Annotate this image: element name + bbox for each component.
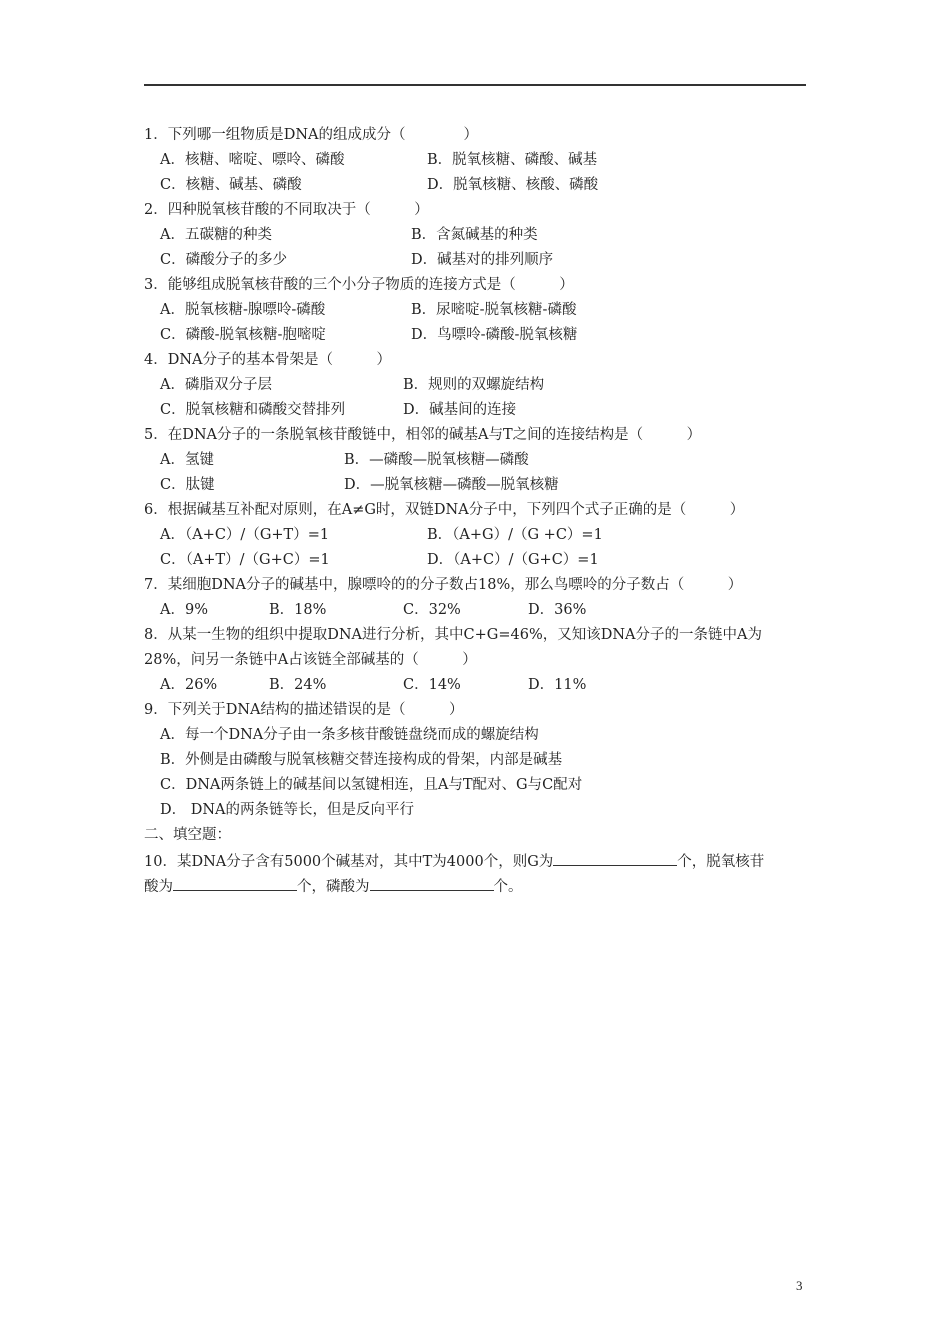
answer-blank-phosphate[interactable] (370, 873, 494, 891)
q7-option-b: B．18% (269, 602, 327, 618)
question-2-options-row2 (144, 248, 810, 273)
q3-option-a: A．脱氧核糖-腺嘌呤-磷酸 (160, 302, 326, 318)
q6-option-a: A．（A+C）/（G+T）=1 (160, 527, 330, 543)
question-3-options-row1 (144, 298, 810, 323)
question-1-stem: 1．下列哪一组物质是DNA的组成成分（ ） (144, 127, 479, 143)
q7-option-c: C．32% (403, 602, 461, 618)
q1-option-a: A．核糖、嘧啶、嘌呤、磷酸 (160, 152, 345, 168)
answer-blank-g[interactable] (553, 848, 677, 866)
q9-option-c-row (144, 773, 810, 798)
question-1-options-row1 (144, 148, 810, 173)
q4-option-a: A．磷脂双分子层 (160, 377, 272, 393)
question-9-stem: 9．下列关于DNA结构的描述错误的是（ ） (144, 702, 464, 718)
q9-option-d: D． DNA的两条链等长，但是反向平行 (160, 802, 415, 818)
q3-option-d: D．鸟嘌呤-磷酸-脱氧核糖 (411, 327, 578, 343)
question-8-options (144, 673, 810, 698)
question-6-stem: 6．根据碱基互补配对原则，在A≠G时，双链DNA分子中，下列四个式子正确的是（ ） (144, 502, 745, 518)
q2-option-a: A．五碳糖的种类 (160, 227, 272, 243)
header-rule (144, 84, 806, 86)
question-8-stem: 8．从某一生物的组织中提取DNA进行分析，其中C+G=46%，又知该DNA分子的一条链中A为 (144, 627, 762, 643)
q9-option-a-row (144, 723, 810, 748)
page-number: 3 (796, 1278, 803, 1293)
q9-option-a: A．每一个DNA分子由一条多核苷酸链盘绕而成的螺旋结构 (160, 727, 539, 743)
q6-option-b: B．（A+G）/（G +C）=1 (427, 527, 603, 543)
answer-blank-nucleotide[interactable] (173, 873, 297, 891)
question-7-stem: 7．某细胞DNA分子的碱基中，腺嘌呤的的分子数占18%，那么鸟嘌呤的分子数占（ ） (144, 577, 743, 593)
q2-option-b: B．含氮碱基的种类 (411, 227, 538, 243)
q1-option-c: C．核糖、碱基、磷酸 (160, 177, 302, 193)
q7-option-d: D．36% (528, 602, 587, 618)
q8-option-b: B．24% (269, 677, 327, 693)
q8-option-a: A．26% (160, 677, 218, 693)
q9-option-d-row (144, 798, 810, 823)
q9-option-c: C．DNA两条链上的碱基间以氢键相连，且A与T配对、G与C配对 (160, 777, 583, 793)
question-10-line2: 酸为 个，磷酸为 个。 (144, 873, 810, 898)
question-5-stem: 5．在DNA分子的一条脱氧核苷酸链中，相邻的碱基A与T之间的连接结构是（ ） (144, 427, 702, 443)
question-5-options-row2 (144, 473, 810, 498)
question-2-stem: 2．四种脱氧核苷酸的不同取决于（ ） (144, 202, 429, 218)
question-6-options-row1 (144, 523, 810, 548)
q9-option-b: B．外侧是由磷酸与脱氧核糖交替连接构成的骨架，内部是碱基 (160, 752, 563, 768)
question-8-stem-cont: 28%，问另一条链中A占该链全部碱基的（ ） (144, 652, 477, 668)
question-4-options-row2 (144, 398, 810, 423)
q5-option-c: C．肽键 (160, 477, 215, 493)
question-3-stem: 3．能够组成脱氧核苷酸的三个小分子物质的连接方式是（ ） (144, 277, 574, 293)
question-10-line1: 10．某DNA分子含有5000个碱基对，其中T为4000个，则G为 个，脱氧核苷 (144, 848, 810, 873)
q7-option-a: A．9% (160, 602, 208, 618)
question-6-options-row2 (144, 548, 810, 573)
question-2-options-row1 (144, 223, 810, 248)
q3-option-c: C．磷酸-脱氧核糖-胞嘧啶 (160, 327, 326, 343)
worksheet-body (144, 123, 810, 898)
q2-option-c: C．磷酸分子的多少 (160, 252, 288, 268)
q9-option-b-row (144, 748, 810, 773)
question-4-options-row1 (144, 373, 810, 398)
q8-option-d: D．11% (528, 677, 587, 693)
question-7-options (144, 598, 810, 623)
q6-option-c: C．（A+T）/（G+C）=1 (160, 552, 330, 568)
q3-option-b: B．尿嘧啶-脱氧核糖-磷酸 (411, 302, 577, 318)
q5-option-b: B．—磷酸—脱氧核糖—磷酸 (344, 452, 529, 468)
q4-option-c: C．脱氧核糖和磷酸交替排列 (160, 402, 346, 418)
q5-option-d: D．—脱氧核糖—磷酸—脱氧核糖 (344, 477, 559, 493)
q8-option-c: C．14% (403, 677, 461, 693)
q1-option-d: D．脱氧核糖、核酸、磷酸 (427, 177, 599, 193)
question-3-options-row2 (144, 323, 810, 348)
question-1-options-row2 (144, 173, 810, 198)
q5-option-a: A．氢键 (160, 452, 214, 468)
q4-option-b: B．规则的双螺旋结构 (403, 377, 545, 393)
question-4-stem: 4．DNA分子的基本骨架是（ ） (144, 352, 392, 368)
q1-option-b: B．脱氧核糖、磷酸、碱基 (427, 152, 598, 168)
section-heading-fill-in: 二、填空题： (144, 827, 231, 843)
question-5-options-row1 (144, 448, 810, 473)
q6-option-d: D．（A+C）/（G+C）=1 (427, 552, 599, 568)
q2-option-d: D．碱基对的排列顺序 (411, 252, 554, 268)
q4-option-d: D．碱基间的连接 (403, 402, 517, 418)
